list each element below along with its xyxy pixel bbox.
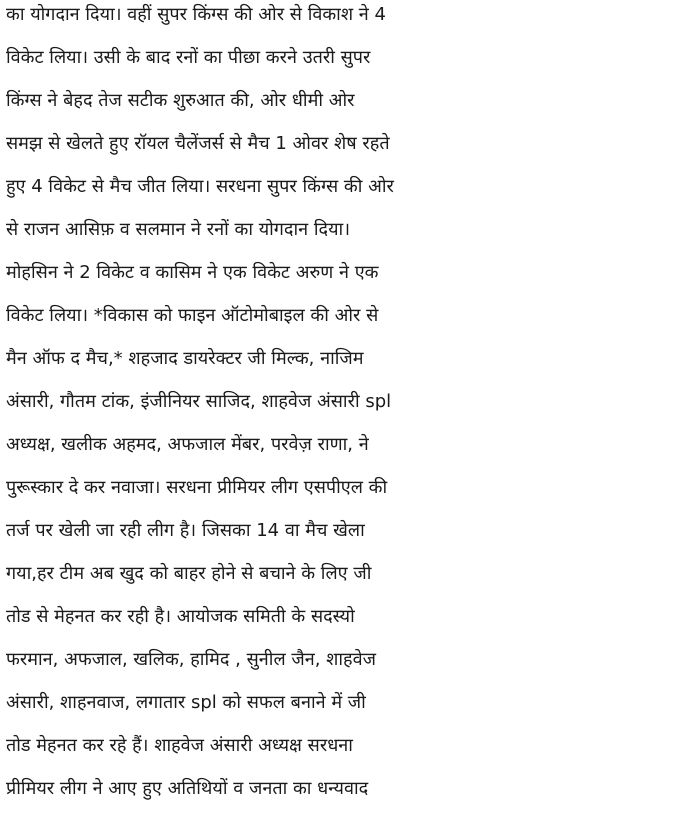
text-line: से राजन आसिफ़ व सलमान ने रनों का योगदान दिया। xyxy=(6,219,351,240)
text-line: विकेट लिया। *विकास को फाइन ऑटोमोबाइल की ओर से xyxy=(6,305,379,326)
text-line: तोड मेहनत कर रहे हैं। शाहवेज अंसारी अध्यक्ष सरधना xyxy=(6,735,353,756)
text-line: विकेट लिया। उसी के बाद रनों का पीछा करने उतरी सुपर xyxy=(6,47,371,68)
text-line: मैन ऑफ द मैच,* शहजाद डायरेक्टर जी मिल्क, नाजिम xyxy=(6,348,364,369)
text-line: का योगदान दिया। वहीं सुपर किंग्स की ओर से विकाश ने 4 xyxy=(6,4,386,25)
text-line: गया,हर टीम अब खुद को बाहर होने से बचाने के लिए जी xyxy=(6,563,372,584)
text-line: प्रीमियर लीग ने आए हुए अतिथियों व जनता का धन्यवाद xyxy=(6,778,369,799)
text-line: तोड से मेहनत कर रही है। आयोजक समिती के सदस्यो xyxy=(6,606,355,627)
text-line: अध्यक्ष, खलीक अहमद, अफजाल मेंबर, परवेज़ राणा, ने xyxy=(6,434,369,455)
text-line: हुए 4 विकेट से मैच जीत लिया। सरधना सुपर किंग्स की ओर xyxy=(6,176,394,197)
text-line: फरमान, अफजाल, खलिक, हामिद , सुनील जैन, शाहवेज xyxy=(6,649,376,670)
article-text xyxy=(6,0,690,810)
text-line: अंसारी, शाहनवाज, लगातार spl को सफल बनाने में जी xyxy=(6,692,366,713)
text-line: पुरूस्कार दे कर नवाजा। सरधना प्रीमियर लीग एसपीएल की xyxy=(6,477,388,498)
text-line: मोहसिन ने 2 विकेट व कासिम ने एक विकेट अरुण ने एक xyxy=(6,262,379,283)
text-line: किंग्स ने बेहद तेज सटीक शुरुआत की, ओर धीमी ओर xyxy=(6,90,355,111)
text-line: समझ से खेलते हुए रॉयल चैलेंजर्स से मैच 1 ओवर शेष रहते xyxy=(6,133,390,154)
text-line: तर्ज पर खेली जा रही लीग है। जिसका 14 वा मैच खेला xyxy=(6,520,365,541)
text-line: अंसारी, गौतम टांक, इंजीनियर साजिद, शाहवेज अंसारी spl xyxy=(6,391,392,412)
